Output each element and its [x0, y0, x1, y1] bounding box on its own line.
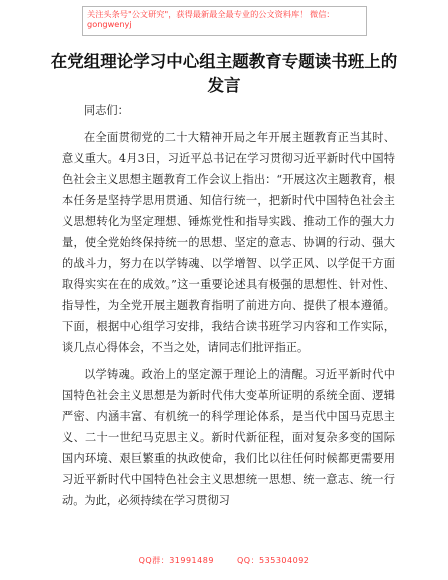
paragraph-1: 在全面贯彻党的二十大精神开局之年开展主题教育正当其时、意义重大。4月3日，习近平总书记在学习贯彻习近平新时代中国特色社会主义思想主题教育工作会议上指出：“开展这次主题教育，根本任务是坚持学思用贯通、知信行统一，把新时代中国特色社会主义思想转化为坚定理想、锤炼党性和指导实践、推动工作的强大力量，使全党始终保持统一的思想、坚定的意志、协调的行动、强大的战斗力，努力在以学铸魂、以学增智、以学正风、以学促干方面取得实实在在的成效。”这一重要论述具有极强的思想性、针对性、指导性，为全党开展主题教育指明了前进方向、提供了根本遵循。下面，根据中心组学习安排，我结合读书班学习内容和工作实际，谈几点心得体会，不当之处，请同志们批评指正。 — [62, 131, 395, 354]
promo-banner-text: 关注头条号"公文研究"，获得最新最全最专业的公文资料库！ 微信：gongwenyj — [87, 9, 335, 30]
footer-qq-number: QQ：535304092 — [236, 556, 310, 565]
document-body — [62, 100, 395, 517]
footer-contact — [0, 555, 448, 566]
footer-qq-group: QQ群：31991489 — [138, 556, 214, 565]
greeting: 同志们： — [84, 104, 129, 117]
promo-banner — [82, 6, 367, 36]
document-title: 在党组理论学习中心组主题教育专题读书班上的发言 — [50, 52, 398, 95]
paragraph-2: 以学铸魂。政治上的坚定源于理论上的清醒。习近平新时代中国特色社会主义思想是为新时代伟大变革所证明的系统全面、逻辑严密、内涵丰富、有机统一的科学理论体系，是当代中国马克思主义、二十一世纪马克思主义。新时代新征程，面对复杂多变的国际国内环境、艰巨繁重的执政使命，我们比以往任何时候都更需要用习近平新时代中国特色社会主义思想统一思想、统一意志、统一行动。为此，必须持续在学习贯彻习 — [62, 368, 395, 507]
